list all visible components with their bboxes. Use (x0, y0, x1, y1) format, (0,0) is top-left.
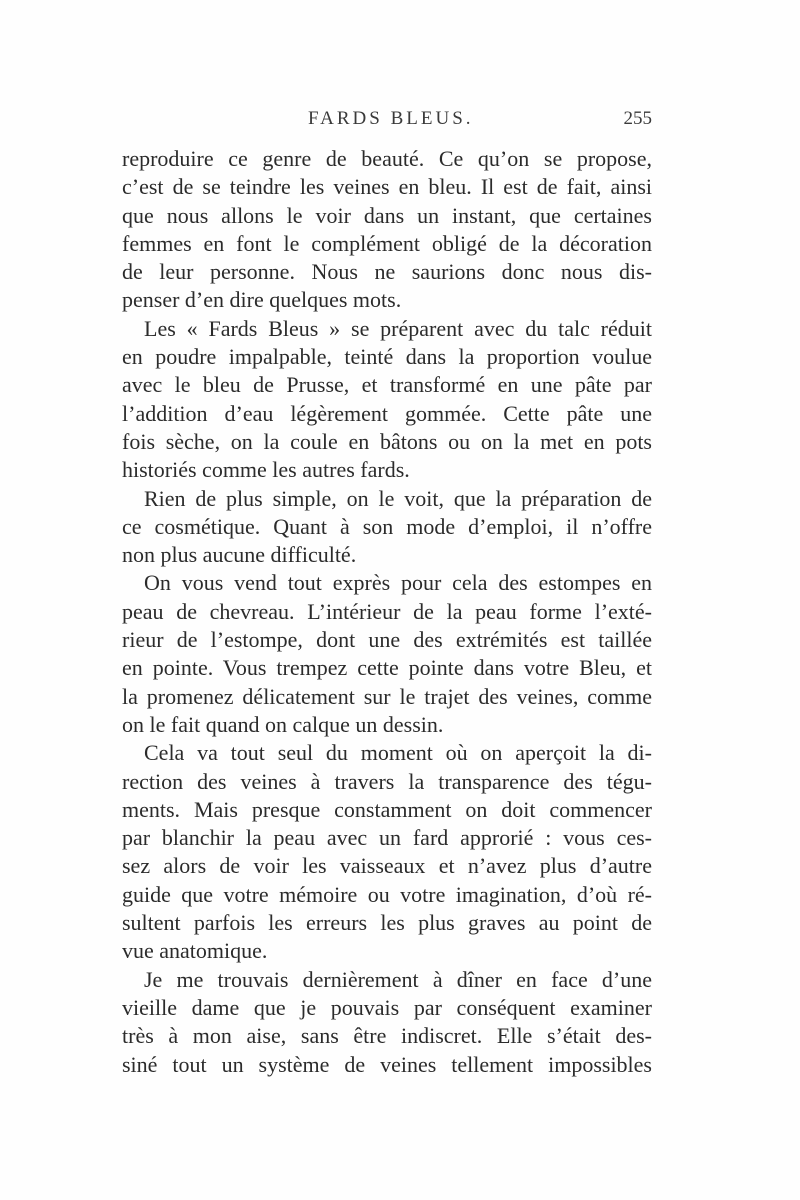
text-line: en poudre impalpable, teinté dans la proportion voulue (122, 344, 652, 370)
text-line: guide que votre mémoire ou votre imagination, d’où ré- (122, 881, 652, 907)
text-line: sultent parfois les erreurs les plus graves au point de (122, 910, 652, 936)
text-line: avec le bleu de Prusse, et transformé en une pâte par (122, 372, 652, 398)
running-head (122, 108, 652, 138)
text-line: vue anatomique. (122, 938, 268, 964)
text-line: par blanchir la peau avec un fard approrié : vous ces- (122, 825, 652, 851)
text-line: fois sèche, on la coule en bâtons ou on la met en pots (122, 428, 652, 454)
text-line: non plus aucune difficulté. (122, 542, 357, 568)
text-line: en pointe. Vous trempez cette pointe dans votre Bleu, et (122, 655, 652, 681)
text-line: Rien de plus simple, on le voit, que la préparation de (144, 485, 652, 511)
page-number: 255 (623, 108, 652, 129)
text-line: rection des veines à travers la transparence des tégu- (122, 768, 652, 794)
text-line: l’addition d’eau légèrement gommée. Cette pâte une (122, 400, 652, 426)
text-line: Je me trouvais dernièrement à dîner en face d’une (144, 966, 652, 992)
text-line: femmes en font le complément obligé de la décoration (122, 230, 652, 256)
text-line: Les « Fards Bleus » se préparent avec du talc réduit (144, 315, 652, 341)
text-line: historiés comme les autres fards. (122, 457, 410, 483)
text-line: on le fait quand on calque un dessin. (122, 711, 444, 737)
text-line: très à mon aise, sans être indiscret. Elle s’était des- (122, 1023, 652, 1049)
text-line: rieur de l’estompe, dont une des extrémités est taillée (122, 627, 652, 653)
text-line: la promenez délicatement sur le trajet des veines, comme (122, 683, 652, 709)
running-title: FARDS BLEUS. (308, 108, 474, 129)
text-line: Cela va tout seul du moment où on aperçoit la di- (144, 740, 652, 766)
text-line: reproduire ce genre de beauté. Ce qu’on se propose, (122, 146, 652, 171)
text-line: c’est de se teindre les veines en bleu. Il est de fait, ainsi (122, 174, 652, 200)
text-line: vieille dame que je pouvais par conséquent examiner (122, 994, 652, 1020)
text-line: ce cosmétique. Quant à son mode d’emploi, il n’offre (122, 513, 652, 539)
text-line: que nous allons le voir dans un instant, que certaines (122, 202, 652, 228)
text-line: siné tout un système de veines tellement impossibles (122, 1051, 652, 1077)
text-line: On vous vend tout exprès pour cela des estompes en (144, 570, 652, 596)
text-line: peau de chevreau. L’intérieur de la peau forme l’exté- (122, 598, 652, 624)
text-line: de leur personne. Nous ne saurions donc nous dis- (122, 259, 652, 285)
text-line: penser d’en dire quelques mots. (122, 287, 402, 313)
text-line: sez alors de voir les vaisseaux et n’avez plus d’autre (122, 853, 652, 879)
text-line: ments. Mais presque constamment on doit commencer (122, 796, 652, 822)
body-text (122, 145, 652, 1079)
